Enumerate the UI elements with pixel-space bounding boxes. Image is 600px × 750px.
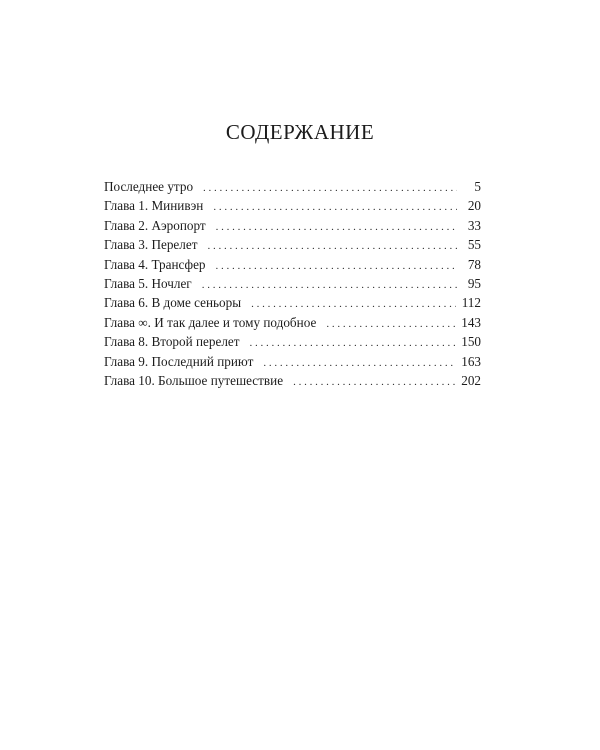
toc-entry-title: Глава ∞. И так далее и тому подобное bbox=[104, 314, 317, 330]
toc-entry-title: Глава 2. Аэропорт bbox=[104, 217, 206, 233]
dot-leader bbox=[326, 315, 455, 334]
page-title: СОДЕРЖАНИЕ bbox=[225, 120, 375, 144]
toc-entry-page: 95 bbox=[467, 275, 481, 291]
toc-entry-page: 163 bbox=[461, 353, 481, 369]
dot-leader bbox=[250, 334, 456, 353]
toc-entry-title: Глава 6. В доме сеньоры bbox=[104, 295, 242, 311]
toc-entry-page: 202 bbox=[461, 372, 481, 388]
toc-entry-title: Глава 9. Последний приют bbox=[104, 353, 254, 369]
dot-leader bbox=[216, 218, 457, 237]
dot-leader bbox=[203, 179, 457, 198]
dot-leader bbox=[213, 198, 457, 217]
toc-entry[interactable] bbox=[104, 216, 481, 235]
dot-leader bbox=[293, 373, 455, 392]
dot-leader bbox=[207, 237, 457, 256]
toc-entry-page: 5 bbox=[474, 179, 481, 194]
toc-entry[interactable] bbox=[104, 235, 481, 254]
toc-entry[interactable] bbox=[104, 196, 481, 215]
toc-entry-page: 112 bbox=[461, 295, 481, 311]
toc-entry-title: Глава 8. Второй перелет bbox=[104, 334, 240, 350]
toc-entry-page: 20 bbox=[467, 198, 481, 214]
toc-entry-page: 33 bbox=[467, 217, 481, 233]
dot-leader bbox=[263, 354, 455, 373]
table-of-contents bbox=[104, 177, 481, 390]
toc-entry[interactable] bbox=[104, 177, 481, 196]
toc-entry-title: Последнее утро bbox=[104, 179, 194, 194]
toc-entry[interactable] bbox=[104, 293, 481, 312]
toc-entry-title: Глава 3. Перелет bbox=[104, 237, 198, 253]
toc-entry-page: 150 bbox=[461, 334, 481, 350]
toc-entry[interactable] bbox=[104, 352, 481, 371]
toc-entry-title: Глава 5. Ночлег bbox=[104, 275, 192, 291]
dot-leader bbox=[216, 257, 457, 276]
toc-entry[interactable] bbox=[104, 332, 481, 351]
toc-entry[interactable] bbox=[104, 371, 481, 390]
toc-entry-page: 143 bbox=[461, 314, 481, 330]
toc-entry-title: Глава 10. Большое путешествие bbox=[104, 372, 284, 388]
toc-entry[interactable] bbox=[104, 274, 481, 293]
toc-entry[interactable] bbox=[104, 313, 481, 332]
toc-entry-page: 78 bbox=[467, 256, 481, 272]
toc-entry-title: Глава 4. Трансфер bbox=[104, 256, 206, 272]
toc-entry-page: 55 bbox=[467, 237, 481, 253]
toc-entry-title: Глава 1. Минивэн bbox=[104, 198, 204, 214]
toc-entry[interactable] bbox=[104, 255, 481, 274]
